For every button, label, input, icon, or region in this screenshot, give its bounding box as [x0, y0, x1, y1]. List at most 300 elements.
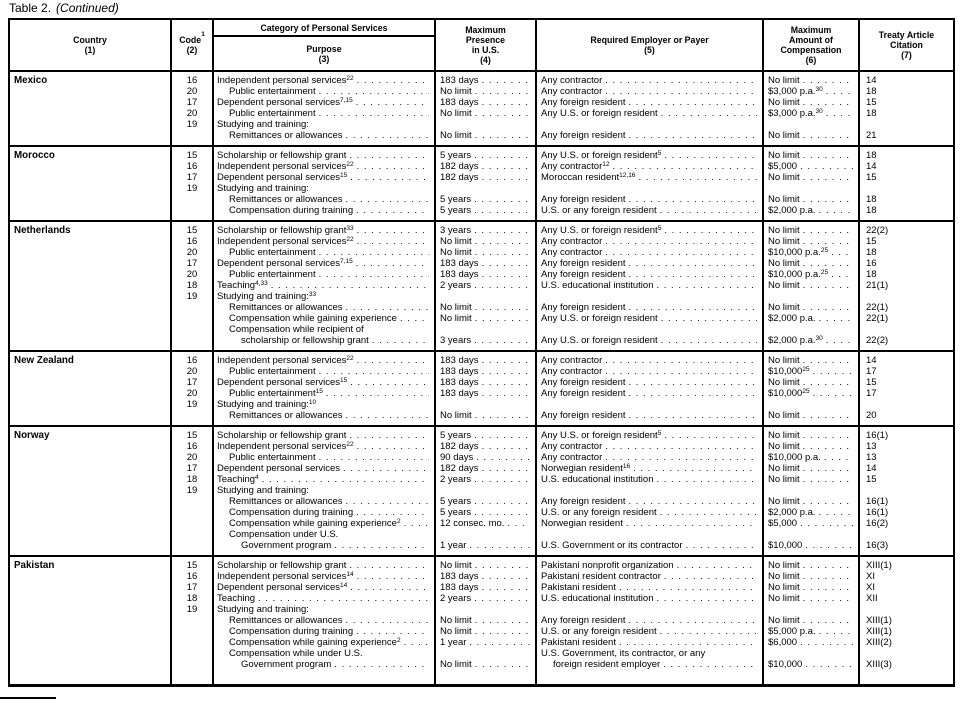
dot-leader — [605, 355, 757, 366]
presence-cell — [436, 496, 535, 507]
code-cell — [172, 410, 212, 421]
dot-leader — [803, 236, 853, 247]
dot-leader — [629, 410, 758, 421]
citation-cell — [860, 452, 953, 463]
compensation-cell — [764, 571, 858, 582]
presence-cell — [436, 560, 535, 571]
employer-text: Any U.S. or foreign resident — [541, 313, 658, 324]
dot-leader — [633, 463, 757, 474]
employer-text: Any contractor — [541, 247, 603, 258]
compensation-cell — [764, 659, 858, 670]
compensation-cell: $10,000 p.a. 25 . . . — [764, 269, 858, 280]
code-value: 15 — [186, 560, 198, 571]
employer-text: Any contractor — [541, 355, 603, 366]
header-code — [170, 20, 212, 70]
purpose-cell: Public entertainment 15 . . . — [214, 388, 434, 399]
compensation-cell — [764, 302, 858, 313]
code-value: 20 — [186, 366, 198, 377]
employer-text: U.S. or any foreign resident — [541, 626, 657, 637]
citation-cell — [860, 161, 953, 172]
dot-leader — [326, 388, 429, 399]
compensation-cell — [764, 291, 858, 302]
compensation-text: No limit — [768, 236, 800, 247]
citation-text: 14 — [866, 355, 877, 366]
compensation-text: $6,000 — [768, 637, 798, 648]
dot-leader — [346, 615, 429, 626]
dot-leader — [357, 236, 429, 247]
purpose-text: Independent personal services — [217, 161, 347, 172]
purpose-cell: Teaching 4,33 . . . — [214, 280, 434, 291]
purpose-text: Dependent personal services — [217, 258, 341, 269]
employer-column — [535, 352, 762, 425]
purpose-cell — [214, 269, 434, 280]
code-cell — [172, 518, 212, 529]
code-value: 20 — [186, 388, 198, 399]
dot-leader — [803, 582, 853, 593]
compensation-cell — [764, 529, 858, 540]
code-value: 17 — [186, 463, 198, 474]
dot-leader — [803, 302, 853, 313]
dot-leader — [805, 540, 853, 551]
purpose-cell — [214, 496, 434, 507]
employer-cell — [537, 637, 762, 648]
presence-cell — [436, 97, 535, 108]
code-cell — [172, 247, 212, 258]
country-column — [10, 352, 170, 425]
code-cell — [172, 463, 212, 474]
country-column — [10, 427, 170, 555]
compensation-cell — [764, 119, 858, 130]
code-cell — [172, 225, 212, 236]
presence-cell — [436, 441, 535, 452]
citation-text: 21(1) — [866, 280, 889, 291]
employer-cell — [537, 648, 762, 659]
citation-text: 16(1) — [866, 496, 889, 507]
header-employer-title: Required Employer or Payer — [590, 35, 709, 45]
compensation-cell: $10,000 25 . . . — [764, 388, 858, 399]
purpose-cell — [214, 205, 434, 216]
comp-column — [762, 427, 858, 555]
dot-leader — [475, 313, 530, 324]
dot-leader — [475, 108, 530, 119]
code-value: 16 — [186, 236, 198, 247]
country-name-line — [10, 225, 170, 236]
compensation-cell: $3,000 p.a. 30 . . . — [764, 108, 858, 119]
dot-leader — [346, 194, 429, 205]
employer-cell — [537, 615, 762, 626]
citation-text: XIII(1) — [866, 626, 892, 637]
employer-cell — [537, 236, 762, 247]
header-country-title: Country — [73, 35, 107, 45]
compensation-text: No limit — [768, 130, 800, 141]
code-value: 19 — [186, 604, 198, 615]
presence-text: 183 days — [440, 258, 479, 269]
dot-leader — [346, 410, 429, 421]
purpose-cell: Scholarship or fellowship grant 33 . . . — [214, 225, 434, 236]
presence-cell — [436, 571, 535, 582]
code-cell — [172, 335, 212, 346]
dot-leader — [819, 313, 853, 324]
compensation-cell — [764, 604, 858, 615]
employer-text: Any foreign resident — [541, 615, 626, 626]
presence-cell — [436, 119, 535, 130]
presence-text: No limit — [440, 247, 472, 258]
code-column — [170, 72, 212, 145]
purpose-cell — [214, 485, 434, 496]
comp-column — [762, 222, 858, 350]
employer-text: Any foreign resident — [541, 377, 626, 388]
country-block — [10, 145, 953, 220]
presence-text: 1 year — [440, 637, 467, 648]
dot-leader — [803, 75, 853, 86]
purpose-text: Studying and training: — [217, 485, 309, 496]
dot-leader — [803, 430, 853, 441]
compensation-text: No limit — [768, 172, 800, 183]
presence-text: 2 years — [440, 474, 472, 485]
dot-leader — [805, 659, 853, 670]
dot-leader — [482, 172, 530, 183]
purpose-text: Studying and training: — [217, 291, 309, 302]
employer-cell — [537, 540, 762, 551]
employer-column — [535, 147, 762, 220]
presence-text: 183 days — [440, 355, 479, 366]
dot-leader — [813, 388, 853, 399]
dot-leader — [356, 507, 429, 518]
purpose-column — [212, 147, 434, 220]
presence-cell — [436, 604, 535, 615]
presence-text: 182 days — [440, 463, 479, 474]
presence-cell — [436, 430, 535, 441]
citation-text: 22(2) — [866, 335, 889, 346]
employer-text: Any foreign resident — [541, 302, 626, 313]
dot-leader — [482, 258, 530, 269]
purpose-text: Government program — [241, 540, 332, 551]
compensation-cell — [764, 97, 858, 108]
compensation-cell — [764, 463, 858, 474]
country-name: Morocco — [14, 150, 55, 161]
presence-cell — [436, 194, 535, 205]
presence-text: No limit — [440, 86, 472, 97]
code-value: 15 — [186, 430, 198, 441]
employer-cell — [537, 485, 762, 496]
presence-cell — [436, 463, 535, 474]
header-presence: Maximum Presence in U.S. (4) — [434, 20, 535, 70]
dot-leader — [475, 615, 530, 626]
citation-text: XIII(1) — [866, 615, 892, 626]
employer-text: Any U.S. or foreign resident — [541, 430, 658, 441]
dot-leader — [319, 269, 429, 280]
presence-cell — [436, 452, 535, 463]
dot-leader — [819, 205, 853, 216]
dot-leader — [258, 593, 429, 604]
citation-text: 22(1) — [866, 302, 889, 313]
dot-leader — [660, 507, 757, 518]
purpose-text: Dependent personal services — [217, 463, 341, 474]
dot-leader — [803, 474, 853, 485]
employer-cell — [537, 507, 762, 518]
code-cell — [172, 258, 212, 269]
purpose-cell: Dependent personal services 7,15 . . . — [214, 97, 434, 108]
header-category-purpose — [212, 20, 434, 70]
dot-leader — [803, 280, 853, 291]
purpose-text: Public entertainment — [229, 269, 316, 280]
code-cell — [172, 659, 212, 670]
page-artifact-line — [0, 697, 56, 699]
country-block — [10, 72, 953, 145]
dot-leader — [482, 269, 530, 280]
citation-text: 14 — [866, 463, 877, 474]
citation-text: 14 — [866, 161, 877, 172]
presence-text: 90 days — [440, 452, 474, 463]
purpose-text: Government program — [241, 659, 332, 670]
dot-leader — [474, 205, 530, 216]
citation-text: XIII(2) — [866, 637, 892, 648]
presence-cell — [436, 183, 535, 194]
dot-leader — [656, 474, 757, 485]
presence-text: 3 years — [440, 335, 472, 346]
presence-cell — [436, 324, 535, 335]
dot-leader — [677, 560, 757, 571]
purpose-cell: Studying and training: 33 — [217, 291, 317, 302]
employer-cell — [537, 582, 762, 593]
dot-leader — [469, 540, 530, 551]
employer-text: foreign resident employer — [553, 659, 661, 670]
dot-leader — [664, 430, 757, 441]
compensation-cell — [764, 377, 858, 388]
code-cell — [172, 560, 212, 571]
purpose-text: Independent personal services — [217, 236, 347, 247]
employer-text: Any foreign resident — [541, 269, 626, 280]
code-value: 16 — [186, 75, 198, 86]
dot-leader — [803, 593, 853, 604]
purpose-cell: Dependent personal services 15 . . . — [214, 172, 434, 183]
citation-text: 20 — [866, 410, 877, 421]
purpose-text: Compensation while gaining experience — [229, 518, 397, 529]
dot-leader — [629, 496, 758, 507]
dot-leader — [404, 518, 429, 529]
employer-text: Any foreign resident — [541, 130, 626, 141]
purpose-text: Scholarship or fellowship grant — [217, 560, 347, 571]
country-name-line — [10, 355, 170, 366]
dot-leader — [349, 560, 429, 571]
compensation-text: No limit — [768, 377, 800, 388]
compensation-cell — [764, 593, 858, 604]
dot-leader — [319, 247, 429, 258]
country-name-line — [10, 430, 170, 441]
table-title — [9, 1, 119, 15]
compensation-cell — [764, 518, 858, 529]
dot-leader — [475, 86, 530, 97]
employer-cell — [537, 366, 762, 377]
dot-leader — [661, 108, 757, 119]
dot-leader — [349, 430, 429, 441]
compensation-cell — [764, 496, 858, 507]
compensation-cell — [764, 75, 858, 86]
employer-cell — [537, 593, 762, 604]
employer-cell — [537, 119, 762, 130]
code-value: 19 — [186, 399, 198, 410]
dot-leader — [474, 593, 530, 604]
citation-cell — [860, 560, 953, 571]
code-cell — [172, 366, 212, 377]
dot-leader — [605, 247, 757, 258]
compensation-cell — [764, 280, 858, 291]
dot-leader — [664, 150, 757, 161]
compensation-cell — [764, 582, 858, 593]
citation-text: 13 — [866, 452, 877, 463]
employer-cell — [537, 441, 762, 452]
dot-leader — [605, 452, 757, 463]
dot-leader — [826, 108, 853, 119]
code-value: 19 — [186, 291, 198, 302]
employer-cell — [537, 626, 762, 637]
treaty-column — [858, 222, 953, 350]
code-cell — [172, 291, 212, 302]
employer-text: Any foreign resident — [541, 258, 626, 269]
purpose-text: Public entertainment — [229, 108, 316, 119]
dot-leader — [357, 225, 429, 236]
code-value: 20 — [186, 108, 198, 119]
dot-leader — [629, 194, 758, 205]
presence-cell — [436, 377, 535, 388]
purpose-cell — [214, 529, 434, 540]
presence-cell — [436, 313, 535, 324]
compensation-cell — [764, 161, 858, 172]
dot-leader — [482, 161, 530, 172]
presence-cell — [436, 540, 535, 551]
employer-text: Moroccan resident — [541, 172, 620, 183]
employer-text: Pakistani resident contractor — [541, 571, 661, 582]
presence-text: 182 days — [440, 161, 479, 172]
dot-leader — [800, 518, 853, 529]
presence-cell — [436, 150, 535, 161]
citation-cell — [860, 485, 953, 496]
citation-cell — [860, 130, 953, 141]
purpose-cell: Independent personal services 22 . . . — [214, 441, 434, 452]
citation-cell — [860, 280, 953, 291]
dot-leader — [507, 518, 530, 529]
dot-leader — [469, 637, 530, 648]
code-cell — [172, 441, 212, 452]
dot-leader — [819, 507, 853, 518]
citation-cell — [860, 205, 953, 216]
employer-cell — [537, 388, 762, 399]
dot-leader — [629, 388, 758, 399]
dot-leader — [475, 302, 530, 313]
header-purpose-num: (3) — [318, 53, 330, 64]
country-name-line — [10, 560, 170, 571]
dot-leader — [803, 97, 853, 108]
dot-leader — [404, 637, 429, 648]
compensation-cell — [764, 474, 858, 485]
employer-text: U.S. or any foreign resident — [541, 205, 657, 216]
treaty-table — [8, 18, 955, 687]
employer-text: Any contractor — [541, 452, 603, 463]
dot-leader — [350, 172, 429, 183]
citation-cell — [860, 194, 953, 205]
compensation-text: No limit — [768, 571, 800, 582]
employer-text: U.S. educational institution — [541, 593, 654, 604]
employer-cell — [537, 496, 762, 507]
employer-cell — [537, 377, 762, 388]
presence-text: 183 days — [440, 97, 479, 108]
citation-cell — [860, 119, 953, 130]
dot-leader — [656, 593, 757, 604]
purpose-text: Studying and training: — [217, 119, 309, 130]
citation-text: 14 — [866, 75, 877, 86]
country-column — [10, 147, 170, 220]
code-column — [170, 147, 212, 220]
dot-leader — [605, 441, 757, 452]
dot-leader — [831, 247, 853, 258]
citation-cell — [860, 97, 953, 108]
citation-text: 15 — [866, 97, 877, 108]
dot-leader — [629, 130, 758, 141]
dot-leader — [819, 626, 853, 637]
employer-text: U.S. Government or its contractor — [541, 540, 683, 551]
presence-cell — [436, 161, 535, 172]
dot-leader — [605, 366, 757, 377]
presence-cell — [436, 172, 535, 183]
employer-text: Any contractor — [541, 236, 603, 247]
dot-leader — [619, 582, 757, 593]
dot-leader — [356, 205, 429, 216]
citation-cell — [860, 324, 953, 335]
code-value: 20 — [186, 247, 198, 258]
country-name: Mexico — [14, 75, 48, 86]
purpose-cell: Dependent personal services 15 . . . — [214, 377, 434, 388]
presence-cell — [436, 302, 535, 313]
citation-text: 18 — [866, 150, 877, 161]
dot-leader — [474, 430, 530, 441]
purpose-column — [212, 72, 434, 145]
dot-leader — [357, 571, 429, 582]
citation-cell — [860, 108, 953, 119]
compensation-text: No limit — [768, 582, 800, 593]
country-column — [10, 557, 170, 684]
presence-text: No limit — [440, 108, 472, 119]
header-code-title: Code — [179, 35, 202, 45]
employer-cell — [537, 324, 762, 335]
citation-cell — [860, 507, 953, 518]
presence-cell — [436, 205, 535, 216]
dot-leader — [803, 172, 853, 183]
purpose-text: Dependent personal services — [217, 377, 341, 388]
code-value: 20 — [186, 452, 198, 463]
compensation-text: $5,000 — [768, 161, 798, 172]
employer-text: Norwegian resident — [541, 463, 623, 474]
purpose-text: Remittances or allowances — [229, 194, 343, 205]
compensation-text: No limit — [768, 463, 800, 474]
dot-leader — [475, 247, 530, 258]
code-cell — [172, 637, 212, 648]
citation-text: 18 — [866, 86, 877, 97]
employer-cell — [537, 313, 762, 324]
purpose-cell: Dependent personal services 7,15 . . . — [214, 258, 434, 269]
dot-leader — [803, 615, 853, 626]
dot-leader — [356, 626, 429, 637]
code-cell — [172, 430, 212, 441]
employer-cell — [537, 205, 762, 216]
citation-cell — [860, 430, 953, 441]
citation-text: 18 — [866, 108, 877, 119]
citation-text: 16(1) — [866, 507, 889, 518]
code-value: 20 — [186, 269, 198, 280]
employer-cell: Any contractor 12 . . . — [537, 161, 762, 172]
citation-text: 16 — [866, 258, 877, 269]
dot-leader — [629, 615, 758, 626]
compensation-cell — [764, 399, 858, 410]
